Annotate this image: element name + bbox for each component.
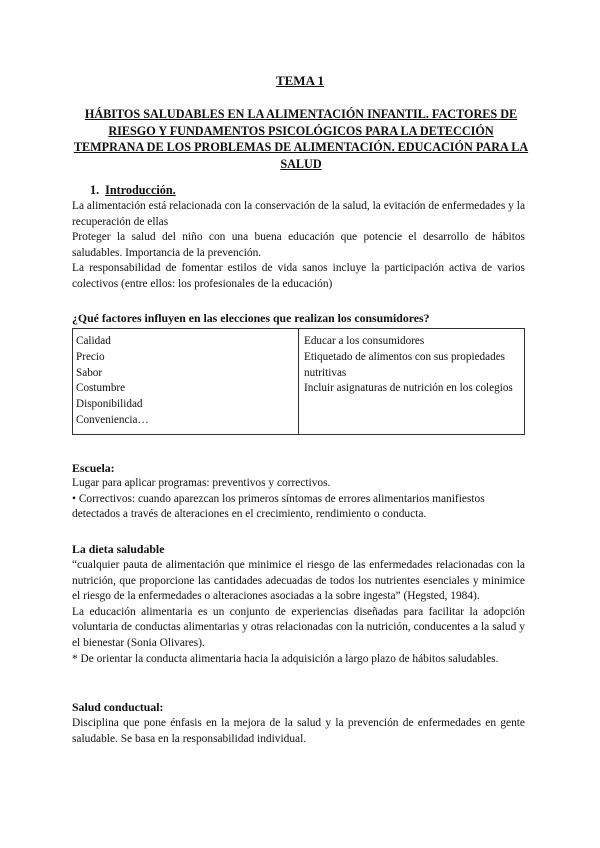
title-line: RIESGO Y FUNDAMENTOS PSICOLÓGICOS PARA LA DETECCIÓN [108,123,494,138]
paragraph: Lugar para aplicar programas: preventivos y correctivos. [72,477,331,489]
table-cell: Calidad [76,335,111,347]
title-line: SALUD [280,156,322,171]
table-cell: Incluir asignaturas de nutrición en los colegios [304,382,513,395]
school-body [72,476,525,523]
intro-body [72,199,525,293]
title-line: HÁBITOS SALUDABLES EN LA ALIMENTACIÓN INFANTIL. FACTORES DE [84,107,518,121]
table-cell: Etiquetado de alimentos con sus propiedades nutritivas [304,350,506,379]
paragraph: • Correctivos: cuando aparezcan los primeros síntomas de errores alimentarios manifiestos detectados a través de alteraciones en el crecimiento, rendimiento o conducta. [72,492,485,521]
paragraph: Proteger la salud del niño con una buena educación que potencie el desarrollo de hábitos saludables. Importancia de la prevención. [72,231,525,259]
paragraph: Disciplina que pone énfasis en la mejora de la salud y la prevención de enfermedades en gente saludable. Se basa en la responsabilidad individual. [72,717,525,745]
paragraph: La alimentación está relacionada con la conservación de la salud, la evitación de enfermedades y la recuperación de ellas [72,200,525,228]
intro-heading [90,183,176,198]
topic-title: TEMA 1 [275,73,325,88]
title-line: TEMPRANA DE LOS PROBLEMAS DE ALIMENTACIÓN. EDUCACIÓN PARA LA [73,140,529,154]
table-cell: Disponibilidad [76,398,143,411]
table-cell: Costumbre [76,382,126,395]
table-cell: Sabor [76,366,103,379]
factors-table [72,328,525,435]
behavioral-body [72,716,525,747]
table-cell: Precio [76,350,105,363]
table-cell: Conveniencia… [76,413,149,426]
factors-question: ¿Qué factores influyen en las elecciones que realizan los consumidores? [72,311,430,325]
behavioral-heading: Salud conductual: [72,700,164,714]
document-title [70,106,532,172]
diet-body [72,558,525,667]
section-number: 1. [90,183,100,197]
factors-column-right [299,329,524,434]
paragraph: La educación alimentaria es un conjunto de experiencias diseñadas para facilitar la adopción voluntaria de conductas alimentarias y otras relacionadas con la nutrición, conducentes a la salud y el bienestar (Sonia Olivares). [72,605,525,649]
table-cell: Educar a los consumidores [304,335,425,347]
diet-heading: La dieta saludable [72,542,165,556]
factors-column-left [73,329,299,434]
paragraph: * De orientar la conducta alimentaria hacia la adquisición a largo plazo de hábitos saludables. [72,652,499,665]
paragraph: La responsabilidad de fomentar estilos de vida sanos incluye la participación activa de varios colectivos (entre ellos: los profesionales de la educación) [72,262,525,290]
section-heading: Introducción. [105,183,176,197]
school-heading: Escuela: [72,461,115,475]
paragraph: “cualquier pauta de alimentación que minimice el riesgo de las enfermedades relacionadas con la nutrición, que proporcione las cantidades adecuadas de todos los nutrientes esenciales y minimice el riesgo de la enfermedades o alteraciones asociadas a la sobre ingesta” (Hegsted, 1984). [72,559,525,603]
